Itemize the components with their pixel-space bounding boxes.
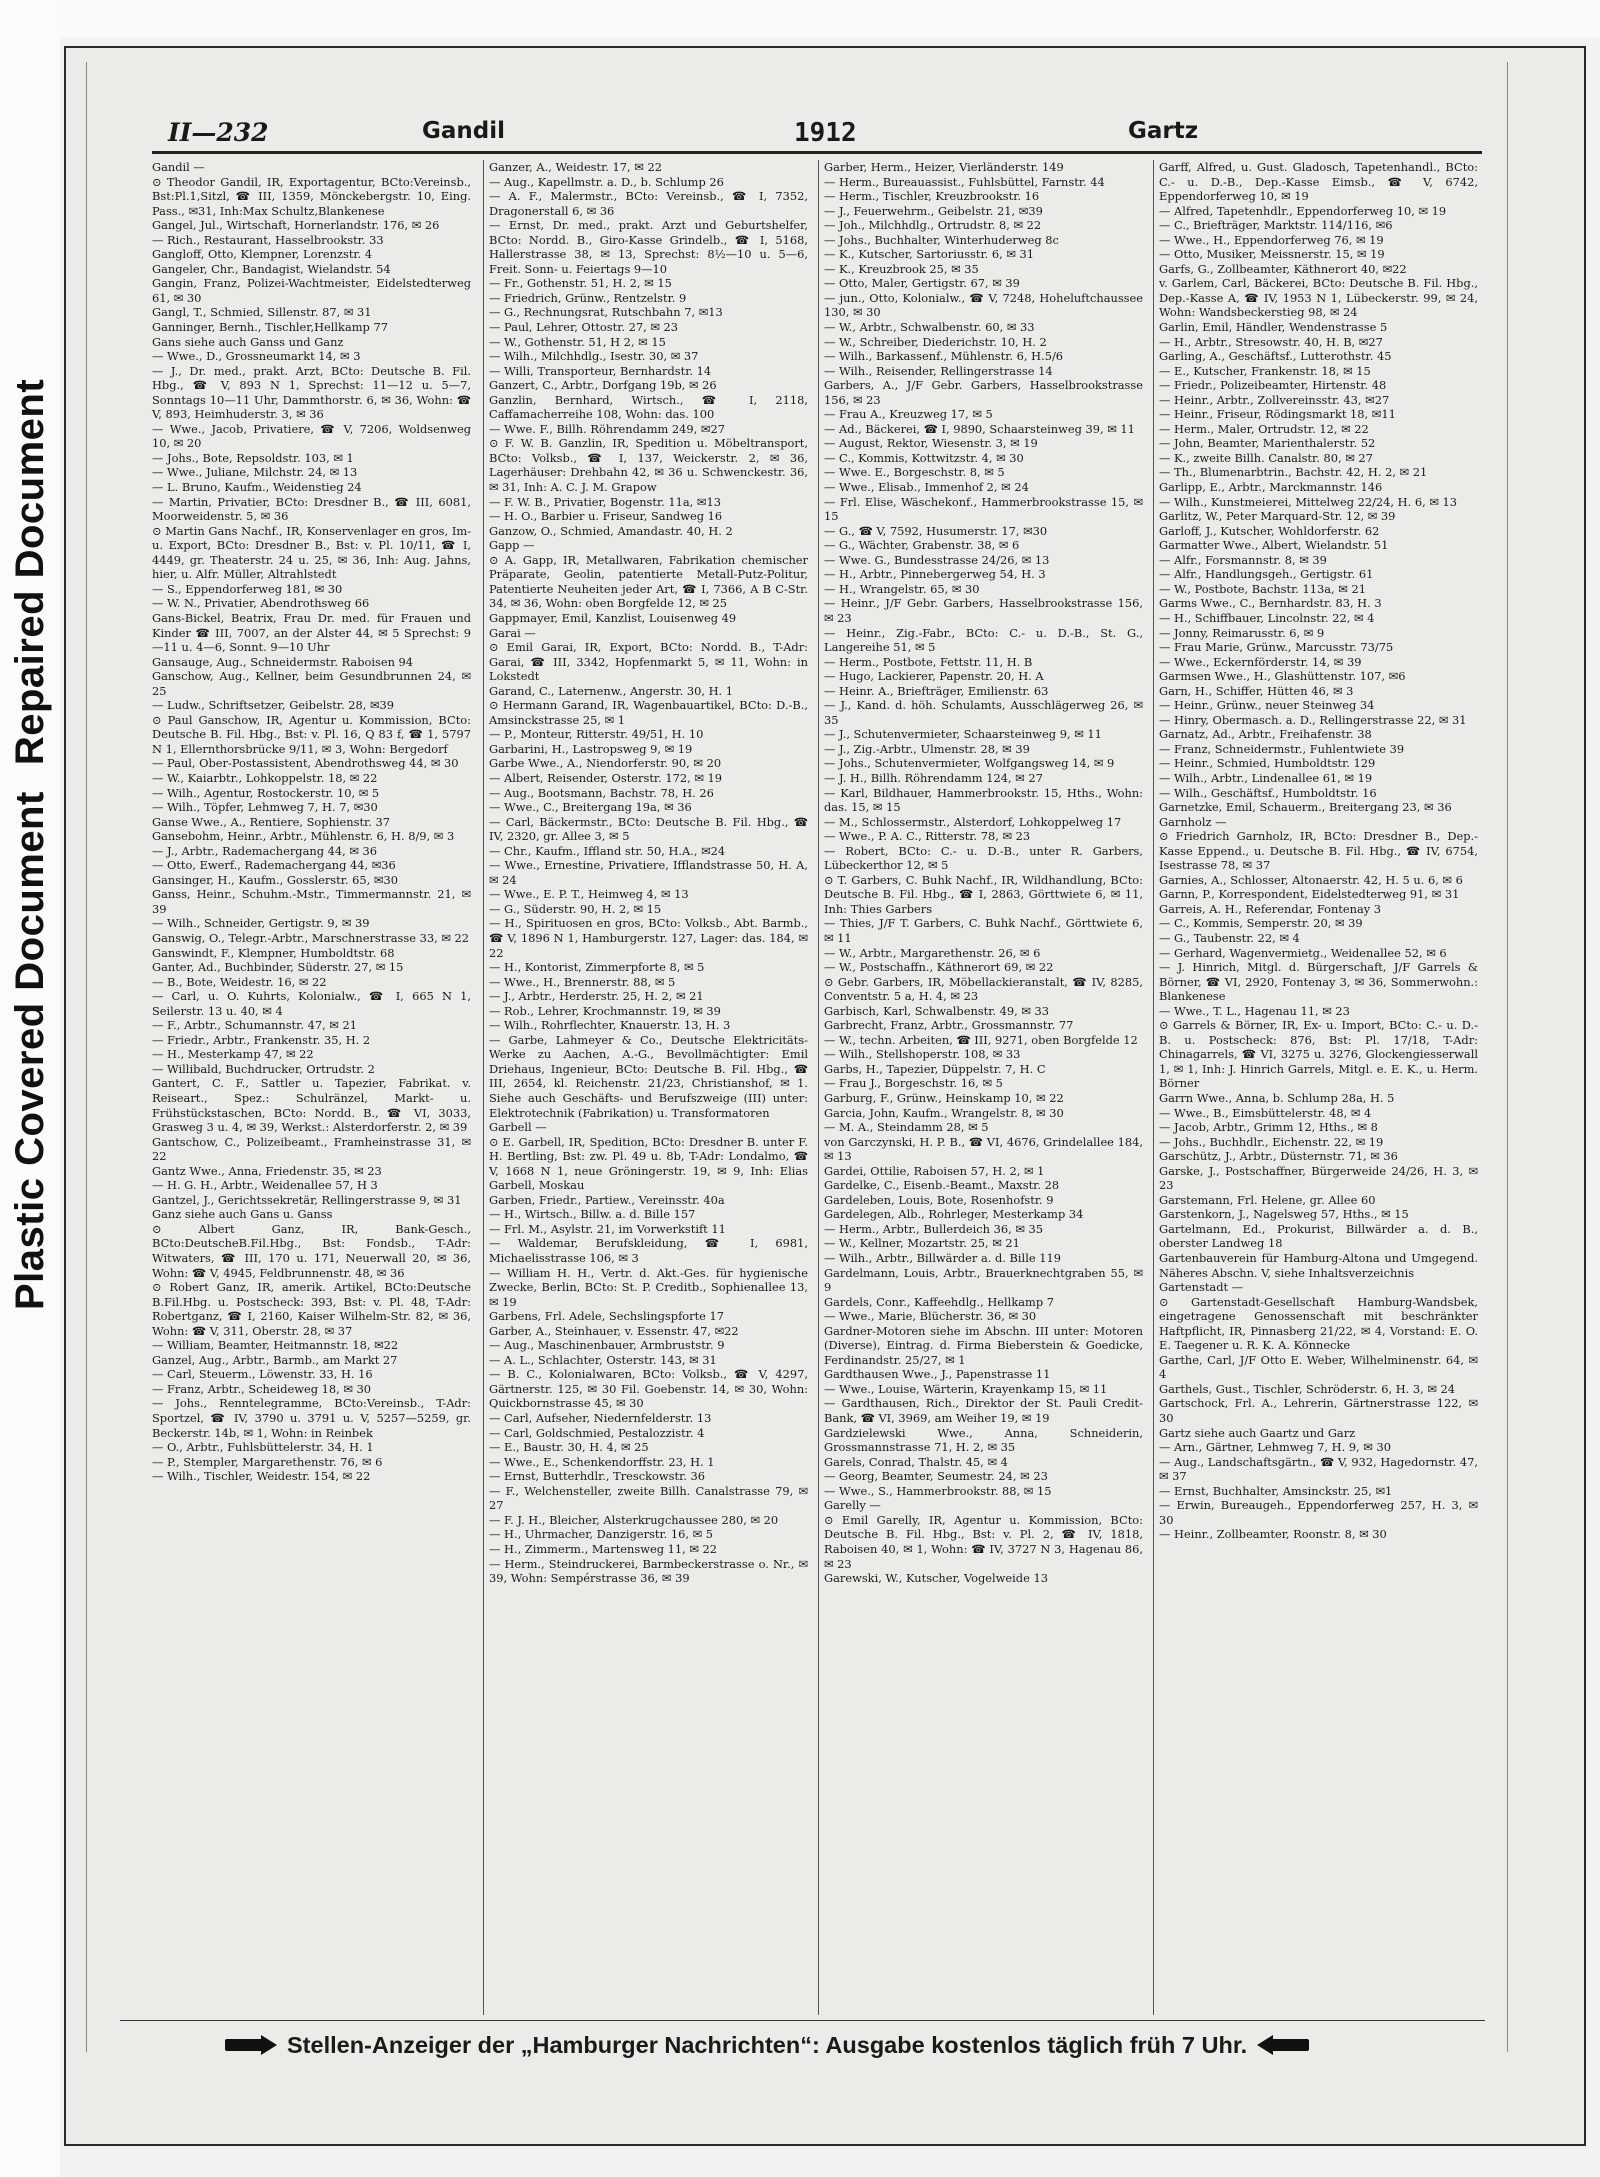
directory-entry: — B. C., Kolonialwaren, BCto: Volksb., ☎ V, 4297, Gärtnerstr. 125, ✉ 30 Fil. Goebenstr. 14, ✉ 30, Wohn: Quickbornstrasse 45, ✉ 30: [489, 1367, 812, 1411]
directory-entry: Garbarini, H., Lastropsweg 9, ✉ 19: [489, 741, 693, 756]
directory-entry: — Wilh., Arbtr., Lindenallee 61, ✉ 19: [1159, 770, 1373, 785]
directory-entry: Ganzel, Aug., Arbtr., Barmb., am Markt 27: [152, 1352, 398, 1367]
directory-entry: — Aug., Landschaftsgärtn., ☎ V, 932, Hagedornstr. 47, ✉ 37: [1159, 1454, 1482, 1484]
column-divider: [483, 160, 484, 2015]
directory-entry: Garand, C., Laternenw., Angerstr. 30, H. 1: [489, 683, 734, 698]
directory-entry: — Carl, u. O. Kuhrts, Kolonialw., ☎ I, 665 N 1, Seilerstr. 13 u. 40, ✉ 4: [152, 989, 475, 1018]
directory-entry: — Otto, Musiker, Meissnerstr. 15, ✉ 19: [1159, 247, 1385, 262]
directory-entry: Gans-Bickel, Beatrix, Frau Dr. med. für Frauen und Kinder ☎ III, 7007, an der Alster 44, ✉ 5 Sprechst: 9—11 u. 4—6, Sonnt. 9—10 Uhr: [152, 610, 475, 655]
directory-entry: ⊙ Theodor Gandil, IR, Exportagentur, BCto:Vereinsb., Bst:Pl.1,Sitzl, ☎ III, 1359, Mönckebergstr. 10, Eing. Pass., ✉31, Inh:Max Schultz,Blankenese: [152, 174, 475, 218]
directory-entry: Ganter, Ad., Buchbinder, Süderstr. 27, ✉ 15: [152, 960, 404, 975]
directory-entry: — H., Uhrmacher, Danzigerstr. 16, ✉ 5: [489, 1527, 714, 1542]
directory-entry: — Wilh., Stellshoperstr. 108, ✉ 33: [824, 1047, 1021, 1062]
directory-entry: — K., Kreuzbrook 25, ✉ 35: [824, 261, 979, 276]
directory-entry: — Willi, Transporteur, Bernhardstr. 14: [489, 363, 712, 378]
directory-entry: Ganswig, O., Telegr.-Arbtr., Marschnerstrasse 33, ✉ 22: [152, 930, 470, 945]
directory-entry: Gansebohm, Heinr., Arbtr., Mühlenstr. 6, H. 8/9, ✉ 3: [152, 829, 455, 844]
directory-entry: Gangel, Jul., Wirtschaft, Hornerlandstr. 176, ✉ 26: [152, 218, 440, 233]
directory-entry: Garber, A., Steinhauer, v. Essenstr. 47, ✉22: [489, 1323, 739, 1338]
directory-entry: — Joh., Milchhdlg., Ortrudstr. 8, ✉ 22: [824, 218, 1042, 233]
directory-entry: Gartschock, Frl. A., Lehrerin, Gärtnerstrasse 122, ✉ 30: [1159, 1396, 1482, 1426]
directory-entry: — Heinr., Friseur, Rödingsmarkt 18, ✉11: [1159, 407, 1396, 422]
directory-entry: Garbrecht, Franz, Arbtr., Grossmannstr. 77: [824, 1018, 1074, 1033]
directory-entry: — William, Beamter, Heitmannstr. 18, ✉22: [152, 1338, 399, 1353]
directory-entry: ⊙ Gebr. Garbers, IR, Möbellackieranstalt, ☎ IV, 8285, Conventstr. 5 a, H. 4, ✉ 23: [824, 974, 1147, 1004]
directory-entry: Garber, Herm., Heizer, Vierländerstr. 149: [824, 160, 1064, 174]
directory-entry: Garbers, A., J/F Gebr. Garbers, Hasselbrookstrasse 156, ✉ 23: [824, 378, 1147, 407]
directory-entry: Garschütz, J., Arbtr., Düsternstr. 71, ✉ 36: [1159, 1149, 1398, 1164]
footer-text: Stellen-Anzeiger der „Hamburger Nachrichten“: Ausgabe kostenlos täglich früh 7 Uhr.: [287, 2031, 1248, 2058]
directory-entry: Gardeleben, Louis, Bote, Rosenhofstr. 9: [824, 1192, 1054, 1207]
directory-entry: — J., Arbtr., Rademachergang 44, ✉ 36: [152, 843, 378, 858]
directory-entry: ⊙ Gartenstadt-Gesellschaft Hamburg-Wandsbek, eingetragene Genossenschaft mit beschränkter Haftpflicht, IR, Pinnasberg 21/22, ✉ 4, Vorstand: E. O. E. Taegener u. R. K. A. Könnecke: [1159, 1294, 1482, 1353]
directory-entry: — Franz, Schneidermstr., Fuhlentwiete 39: [1159, 741, 1405, 756]
directory-entry: — Willibald, Buchdrucker, Ortrudstr. 2: [152, 1061, 375, 1076]
directory-entry: ⊙ Emil Garai, IR, Export, BCto: Nordd. B., T-Adr: Garai, ☎ III, 3342, Hopfenmarkt 5, ✉ 11, Wohn: in Lokstedt: [489, 640, 812, 684]
directory-entry: Gandil —: [152, 160, 205, 174]
directory-entry: — Wwe., C., Breitergang 19a, ✉ 36: [489, 800, 692, 815]
directory-entry: — H. G. H., Arbtr., Weidenallee 57, H 3: [152, 1178, 378, 1193]
directory-entry: — Heinr., Arbtr., Zollvereinsstr. 43, ✉27: [1159, 392, 1390, 407]
directory-entry: Gardels, Conr., Kaffeehdlg., Hellkamp 7: [824, 1294, 1054, 1309]
directory-entry: — J. H., Billh. Röhrendamm 124, ✉ 27: [824, 770, 1043, 785]
directory-entry: — Ad., Bäckerei, ☎ I, 9890, Schaarsteinweg 39, ✉ 11: [824, 421, 1135, 436]
directory-entry: Gartz siehe auch Gaartz und Garz: [1159, 1425, 1356, 1440]
directory-entry: Garms Wwe., C., Bernhardstr. 83, H. 3: [1159, 596, 1382, 611]
directory-entry: Ganzow, O., Schmied, Amandastr. 40, H. 2: [489, 523, 733, 538]
plastic-covered-label: Plastic Covered Document: [8, 791, 52, 1310]
directory-entry: Gardner-Motoren siehe im Abschn. III unter: Motoren (Diverse), Eintrag. d. Firma Bieberstein & Goedicke, Ferdinandstr. 25/27, ✉ 1: [824, 1323, 1147, 1367]
directory-entry: Garnatz, Ad., Arbtr., Freihafenstr. 38: [1159, 727, 1372, 742]
directory-entry: v. Garlem, Carl, Bäckerei, BCto: Deutsche B. Fil. Hbg., Dep.-Kasse A, ☎ IV, 1953 N 1, Lübeckerstr. 99, ✉ 24, Wohn: Wandsbeckerstieg 98, ✉ 24: [1159, 276, 1482, 320]
directory-entry: Gansauge, Aug., Schneidermstr. Raboisen 94: [152, 654, 414, 669]
directory-entry: — Wwe., H., Eppendorferweg 76, ✉ 19: [1159, 232, 1384, 247]
directory-entry: — Heinr., Zig.-Fabr., BCto: C.- u. D.-B., St. G., Langereihe 51, ✉ 5: [824, 625, 1147, 655]
directory-entry: Ganzlin, Bernhard, Wirtsch., ☎ I, 2118, Caffamacherreihe 108, Wohn: das. 100: [489, 392, 812, 422]
directory-entry: Garlipp, E., Arbtr., Marckmannstr. 146: [1159, 480, 1383, 495]
directory-entry: — Alfr., Forsmannstr. 8, ✉ 39: [1159, 552, 1327, 567]
directory-entry: — J., Arbtr., Herderstr. 25, H. 2, ✉ 21: [489, 989, 704, 1004]
directory-entry: — Garbe, Lahmeyer & Co., Deutsche Elektricitäts-Werke zu Aachen, A.-G., Bevollmächtigter: Emil Driehaus, Ingenieur, BCto: Deutsche B. Fil. Hbg., ☎ III, 2654, kl. Reichenstr. 21/23, Christianshof, ✉ 1. Siehe auch Geschäfts- und Berufszweige (III) unter: Elektrotechnik (Fabrikation) u. Transformatoren: [489, 1032, 812, 1120]
directory-entry: Garben, Friedr., Partiew., Vereinsstr. 40a: [489, 1192, 725, 1207]
directory-entry: — P., Stempler, Margarethenstr. 76, ✉ 6: [152, 1454, 383, 1469]
page-number: II—232: [168, 118, 269, 147]
directory-entry: — Wilh., Milchhdlg., Isestr. 30, ✉ 37: [489, 349, 699, 364]
directory-entry: Gans siehe auch Ganss und Ganz: [152, 334, 344, 349]
directory-entry: — Paul, Lehrer, Ottostr. 27, ✉ 23: [489, 320, 679, 335]
directory-entry: Garnn, P., Korrespondent, Eidelstedterweg 91, ✉ 31: [1159, 887, 1460, 902]
directory-entry: — G., Wächter, Grabenstr. 38, ✉ 6: [824, 538, 1020, 553]
directory-entry: ⊙ F. W. B. Ganzlin, IR, Spedition u. Möbeltransport, BCto: Volksb., ☎ I, 137, Weickerstr. 2, ✉ 36, Lagerhäuser: Drehbahn 42, ✉ 36 u. Schwenckestr. 36, ✉ 31, Inh: A. C. J. M. Grapow: [489, 436, 812, 495]
directory-entry: Garnholz —: [1159, 814, 1227, 829]
directory-entry: — Wilh., Rohrflechter, Knauerstr. 13, H. 3: [489, 1018, 731, 1033]
directory-entry: — Waldemar, Berufskleidung, ☎ I, 6981, Michaelisstrasse 106, ✉ 3: [489, 1236, 812, 1266]
directory-entry: Ganz siehe auch Gans u. Ganss: [152, 1207, 333, 1222]
directory-entry: Ganse Wwe., A., Rentiere, Sophienstr. 37: [152, 814, 390, 829]
directory-entry: Gangloff, Otto, Klempner, Lorenzstr. 4: [152, 247, 373, 262]
directory-entry: Garn, H., Schiffer, Hütten 46, ✉ 3: [1159, 683, 1354, 698]
header-rule: [152, 151, 1482, 154]
directory-entry: — Arn., Gärtner, Lehmweg 7, H. 9, ✉ 30: [1159, 1440, 1391, 1455]
directory-entry: — Albert, Reisender, Osterstr. 172, ✉ 19: [489, 770, 722, 785]
directory-entry: — Heinr., Zollbeamter, Roonstr. 8, ✉ 30: [1159, 1527, 1387, 1542]
directory-entry: — W., Postschaffn., Käthnerort 69, ✉ 22: [824, 960, 1054, 975]
directory-entry: Garewski, W., Kutscher, Vogelweide 13: [824, 1571, 1048, 1586]
directory-entry: — Johs., Bote, Repsoldstr. 103, ✉ 1: [152, 450, 354, 465]
directory-entry: Garbe Wwe., A., Niendorferstr. 90, ✉ 20: [489, 756, 722, 771]
directory-entry: — Wwe. E., Borgeschstr. 8, ✉ 5: [824, 465, 1005, 480]
directory-entry: — Wwe., Marie, Blücherstr. 36, ✉ 30: [824, 1309, 1037, 1324]
column-divider: [1153, 160, 1154, 2015]
column-4: [1159, 160, 1482, 2015]
directory-entry: — A. L., Schlachter, Osterstr. 143, ✉ 31: [489, 1352, 717, 1367]
directory-entry: — Paul, Ober-Postassistent, Abendrothsweg 44, ✉ 30: [152, 756, 459, 771]
directory-entry: — M., Schlossermstr., Alsterdorf, Lohkoppelweg 17: [824, 814, 1122, 829]
directory-entry: Ganninger, Bernh., Tischler,Hellkamp 77: [152, 320, 388, 335]
directory-entry: ⊙ Hermann Garand, IR, Wagenbauartikel, BCto: D.-B., Amsinckstrasse 25, ✉ 1: [489, 698, 812, 727]
directory-entry: — Wwe., P. A. C., Ritterstr. 78, ✉ 23: [824, 829, 1031, 844]
directory-entry: — W. N., Privatier, Abendrothsweg 66: [152, 596, 370, 611]
directory-entry: — Hugo, Lackierer, Papenstr. 20, H. A: [824, 669, 1044, 684]
directory-entry: — Frau J., Borgeschstr. 16, ✉ 5: [824, 1076, 1003, 1091]
directory-entry: — Wilh., Schneider, Gertigstr. 9, ✉ 39: [152, 916, 370, 931]
directory-entry: ⊙ Garrels & Börner, IR, Ex- u. Import, BCto: C.- u. D.-B. u. Postscheck: 876, Bst: Pl. 17/18, T-Adr: Chinagarrels, ☎ VI, 3275 u. 3276, Glockengiesserwall 1, ✉ 1, Inh: J. Hinrich Garrels, Mitgl. e. E. K., u. Herm. Börner: [1159, 1018, 1482, 1091]
directory-entry: — August, Rektor, Wiesenstr. 3, ✉ 19: [824, 436, 1038, 451]
directory-entry: Gantert, C. F., Sattler u. Tapezier, Fabrikat. v. Reiseart., Spez.: Schulränzel, Markt- u. Frühstückstaschen, BCto: Nordd. B., ☎ VI, 3033, Grasweg 3 u. 4, ✉ 39, Werkst.: Alsterdorferstr. 2, ✉ 39: [152, 1076, 475, 1135]
directory-entry: — E., Kutscher, Frankenstr. 18, ✉ 15: [1159, 363, 1371, 378]
directory-entry: — Frl. M., Asylstr. 21, im Vorwerkstift 11: [489, 1221, 726, 1236]
column-divider: [818, 160, 819, 2015]
directory-entry: Garthels, Gust., Tischler, Schröderstr. 6, H. 3, ✉ 24: [1159, 1381, 1456, 1396]
directory-entry: — H., Wirtsch., Billw. a. d. Bille 157: [489, 1207, 696, 1222]
directory-entry: — Franz, Arbtr., Scheideweg 18, ✉ 30: [152, 1381, 372, 1396]
directory-entry: Garnetzke, Emil, Schauerm., Breitergang 23, ✉ 36: [1159, 800, 1452, 815]
directory-entry: Gangin, Franz, Polizei-Wachtmeister, Eidelstedterweg 61, ✉ 30: [152, 276, 475, 305]
directory-entry: — Erwin, Bureaugeh., Eppendorferweg 257, H. 3, ✉ 30: [1159, 1498, 1482, 1527]
column-3: [824, 160, 1147, 2015]
directory-entry: — Ernst, Dr. med., prakt. Arzt und Geburtshelfer, BCto: Nordd. B., Giro-Kasse Grindelb., ☎ I, 5168, Hallerstrasse 38, ✉ 13, Sprechst: 8½—10 u. 5—6, Freit. Sonn- u. Feiertags 9—10: [489, 218, 812, 276]
directory-columns: [152, 160, 1482, 2015]
directory-entry: Gartenbauverein für Hamburg-Altona und Umgegend. Näheres Abschn. V, siehe Inhaltsverzeichnis: [1159, 1251, 1482, 1280]
directory-entry: — Thies, J/F T. Garbers, C. Buhk Nachf., Görttwiete 6, ✉ 11: [824, 916, 1147, 945]
directory-entry: — Frau Marie, Grünw., Marcusstr. 73/75: [1159, 640, 1394, 655]
directory-entry: Garstenkorn, J., Nagelsweg 57, Hths., ✉ 15: [1159, 1207, 1409, 1222]
directory-entry: Ganzer, A., Weidestr. 17, ✉ 22: [489, 160, 662, 174]
directory-entry: — Wwe. F., Billh. Röhrendamm 249, ✉27: [489, 421, 725, 436]
directory-entry: — Otto, Maler, Gertigstr. 67, ✉ 39: [824, 276, 1020, 291]
directory-entry: — Johs., Buchhalter, Winterhuderweg 8c: [824, 232, 1059, 247]
directory-entry: — P., Monteur, Ritterstr. 49/51, H. 10: [489, 727, 704, 742]
directory-entry: — Herm., Steindruckerei, Barmbeckerstrasse o. Nr., ✉ 39, Wohn: Sempérstrasse 36, ✉ 39: [489, 1556, 812, 1586]
column-2: [489, 160, 812, 2015]
directory-entry: — F. W. B., Privatier, Bogenstr. 11a, ✉13: [489, 494, 721, 509]
directory-entry: — Chr., Kaufm., Iffland str. 50, H.A., ✉24: [489, 843, 726, 858]
directory-entry: Gapp —: [489, 538, 535, 553]
directory-entry: — Th., Blumenarbtrin., Bachstr. 42, H. 2, ✉ 21: [1159, 465, 1428, 480]
directory-entry: Garbens, Frl. Adele, Sechslingspforte 17: [489, 1309, 725, 1324]
directory-entry: — Wwe., Louise, Wärterin, Krayenkamp 15, ✉ 11: [824, 1381, 1108, 1396]
directory-entry: ⊙ Emil Garelly, IR, Agentur u. Kommission, BCto: Deutsche B. Fil. Hbg., Bst: v. Pl. 2, ☎ IV, 1818, Raboisen 40, ✉ 1, Wohn: ☎ IV, 3727 N 3, Hagenau 86, ✉ 23: [824, 1512, 1147, 1571]
first-name-headword: Gandil: [422, 118, 506, 144]
directory-entry: Garburg, F., Grünw., Heinskamp 10, ✉ 22: [824, 1091, 1064, 1105]
directory-entry: — Herm., Arbtr., Bullerdeich 36, ✉ 35: [824, 1221, 1043, 1236]
directory-entry: — Johs., Schutenvermieter, Wolfgangsweg 14, ✉ 9: [824, 756, 1115, 771]
directory-entry: Gangeler, Chr., Bandagist, Wielandstr. 54: [152, 261, 391, 276]
directory-entry: — Fr., Gothenstr. 51, H. 2, ✉ 15: [489, 276, 672, 291]
directory-entry: — H., Kontorist, Zimmerpforte 8, ✉ 5: [489, 960, 705, 975]
directory-entry: — H., Wrangelstr. 65, ✉ 30: [824, 581, 980, 596]
directory-entry: ⊙ E. Garbell, IR, Spedition, BCto: Dresdner B. unter F. H. Bertling, Bst: zw. Pl. 49 u. 8b, T-Adr: Londalmo, ☎ V, 1668 N 1, neue Gröningerstr. 19, ✉ 9, Inh: Elias Garbell, Moskau: [489, 1134, 812, 1193]
directory-entry: Garloff, J., Kutscher, Wohldorferstr. 62: [1159, 523, 1380, 538]
directory-entry: — Wilh., Geschäftsf., Humboldtstr. 16: [1159, 785, 1377, 800]
directory-entry: ⊙ Paul Ganschow, IR, Agentur u. Kommission, BCto: Deutsche B. Fil. Hbg., Bst: v. Pl. 16, Q 83 f, ☎ 1, 5797 N 1, Ellernthorsbrücke 9/11, ✉ 3, Wohn: Bergedorf: [152, 712, 475, 756]
directory-entry: — Gardthausen, Rich., Direktor der St. Pauli Credit-Bank, ☎ VI, 3969, am Weiher 19, ✉ 19: [824, 1396, 1143, 1426]
directory-entry: von Garczynski, H. P. B., ☎ VI, 4676, Grindelallee 184, ✉ 13: [824, 1134, 1147, 1164]
directory-entry: — W., Arbtr., Margarethenstr. 26, ✉ 6: [824, 945, 1041, 960]
pointing-hand-icon: [1255, 2035, 1309, 2055]
directory-entry: — Wwe., Ernestine, Privatiere, Ifflandstrasse 50, H. A, ✉ 24: [489, 858, 812, 887]
directory-entry: — A. F., Malermstr., BCto: Vereinsb., ☎ I, 7352, Dragonerstall 6, ✉ 36: [489, 189, 812, 218]
directory-entry: Ganzert, C., Arbtr., Dorfgang 19b, ✉ 26: [489, 378, 717, 393]
directory-entry: — jun., Otto, Kolonialw., ☎ V, 7248, Hoheluftchaussee 130, ✉ 30: [824, 290, 1147, 320]
directory-entry: — H., Zimmerm., Martensweg 11, ✉ 22: [489, 1541, 718, 1556]
directory-entry: — Wwe., S., Hammerbrookstr. 88, ✉ 15: [824, 1483, 1052, 1498]
directory-entry: Garmatter Wwe., Albert, Wielandstr. 51: [1159, 538, 1389, 553]
directory-entry: — Herm., Tischler, Kreuzbrookstr. 16: [824, 189, 1040, 204]
directory-entry: — W., techn. Arbeiten, ☎ III, 9271, oben Borgfelde 12: [824, 1032, 1138, 1047]
directory-entry: — Aug., Maschinenbauer, Armbruststr. 9: [489, 1338, 725, 1353]
directory-entry: Garthe, Carl, J/F Otto E. Weber, Wilhelminenstr. 64, ✉ 4: [1159, 1352, 1482, 1382]
directory-entry: — Karl, Bildhauer, Hammerbrookstr. 15, Hths., Wohn: das. 15, ✉ 15: [824, 785, 1147, 815]
directory-entry: — Wwe., B., Eimsbüttelerstr. 48, ✉ 4: [1159, 1105, 1372, 1120]
footer-rule: [120, 2020, 1485, 2021]
repaired-label: Repaired Document: [8, 378, 52, 766]
directory-entry: — Wilh., Barkassenf., Mühlenstr. 6, H.5/6: [824, 349, 1064, 364]
directory-entry: ⊙ T. Garbers, C. Buhk Nachf., IR, Wildhandlung, BCto: Deutsche B. Fil. Hbg., ☎ I, 2863, Görttwiete 6, ✉ 11, Inh: Thies Garbers: [824, 872, 1147, 916]
directory-entry: — Georg, Beamter, Seumestr. 24, ✉ 23: [824, 1469, 1048, 1484]
directory-entry: — Gerhard, Wagenvermietg., Weidenallee 52, ✉ 6: [1159, 945, 1447, 960]
directory-entry: — Wwe. G., Bundesstrasse 24/26, ✉ 13: [824, 552, 1050, 567]
directory-entry: — Otto, Ewerf., Rademachergang 44, ✉36: [152, 858, 396, 873]
directory-entry: Gardelmann, Louis, Arbtr., Brauerknechtgraben 55, ✉ 9: [824, 1265, 1147, 1295]
directory-entry: — Johs., Buchhdlr., Eichenstr. 22, ✉ 19: [1159, 1134, 1384, 1149]
directory-entry: — F., Arbtr., Schumannstr. 47, ✉ 21: [152, 1018, 357, 1033]
directory-entry: — B., Bote, Weidestr. 16, ✉ 22: [152, 974, 327, 989]
directory-entry: Gartenstadt —: [1159, 1280, 1244, 1295]
directory-entry: — Heinr., Schmied, Humboldtstr. 129: [1159, 756, 1376, 771]
directory-entry: Garfs, G., Zollbeamter, Käthnerort 40, ✉22: [1159, 261, 1407, 276]
directory-entry: — Wilh., Tischler, Weidestr. 154, ✉ 22: [152, 1469, 371, 1484]
directory-entry: Gardelegen, Alb., Rohrleger, Mesterkamp 34: [824, 1207, 1084, 1222]
directory-entry: — G., Süderstr. 90, H. 2, ✉ 15: [489, 901, 662, 916]
footer-advert: [225, 2023, 1405, 2067]
directory-entry: — S., Eppendorferweg 181, ✉ 30: [152, 581, 343, 596]
directory-entry: — Friedr., Arbtr., Frankenstr. 35, H. 2: [152, 1032, 371, 1047]
directory-entry: — F., Welchensteller, zweite Billh. Canalstrasse 79, ✉ 27: [489, 1483, 812, 1513]
directory-entry: — H., Spirituosen en gros, BCto: Volksb., Abt. Barmb., ☎ V, 1896 N 1, Hamburgerstr. 127, Lager: das. 184, ✉22: [489, 916, 812, 960]
directory-entry: Gappmayer, Emil, Kanzlist, Louisenweg 49: [489, 610, 737, 625]
directory-entry: — Aug., Bootsmann, Bachstr. 78, H. 26: [489, 785, 714, 800]
directory-entry: Garreis, A. H., Referendar, Fontenay 3: [1159, 901, 1382, 916]
directory-entry: — K., Kutscher, Sartoriusstr. 6, ✉ 31: [824, 247, 1035, 262]
directory-entry: — Heinr. A., Briefträger, Emilienstr. 63: [824, 683, 1049, 698]
directory-entry: — Rob., Lehrer, Krochmannstr. 19, ✉ 39: [489, 1003, 721, 1018]
directory-entry: Ganswindt, F., Klempner, Humboldtstr. 68: [152, 945, 395, 960]
directory-entry: — K., zweite Billh. Canalstr. 80, ✉ 27: [1159, 450, 1373, 465]
directory-entry: — H., Arbtr., Pinnebergerweg 54, H. 3: [824, 567, 1046, 582]
directory-entry: Gantschow, C., Polizeibeamt., Framheinstrasse 31, ✉ 22: [152, 1134, 475, 1164]
directory-entry: — Martin, Privatier, BCto: Dresdner B., ☎ III, 6081, Moorweidenstr. 5, ✉ 36: [152, 494, 475, 524]
directory-entry: Garling, A., Geschäftsf., Lutterothstr. 45: [1159, 349, 1392, 364]
directory-entry: — Herm., Bureauassist., Fuhlsbüttel, Farnstr. 44: [824, 174, 1105, 189]
directory-entry: Garbs, H., Tapezier, Düppelstr. 7, H. C: [824, 1061, 1046, 1076]
directory-entry: — Aug., Kapellmstr. a. D., b. Schlump 26: [489, 174, 724, 189]
directory-entry: — Herm., Postbote, Fettstr. 11, H. B: [824, 654, 1033, 669]
directory-entry: Garnies, A., Schlosser, Altonaerstr. 42, H. 5 u. 6, ✉ 6: [1159, 872, 1463, 887]
directory-entry: — C., Kommis, Kottwitzstr. 4, ✉ 30: [824, 450, 1024, 465]
directory-entry: — Frau A., Kreuzweg 17, ✉ 5: [824, 407, 993, 422]
directory-entry: — Heinr., J/F Gebr. Garbers, Hasselbrookstrasse 156, ✉ 23: [824, 596, 1147, 625]
directory-entry: Garlin, Emil, Händler, Wendenstrasse 5: [1159, 320, 1388, 335]
directory-entry: — Jacob, Arbtr., Grimm 12, Hths., ✉ 8: [1159, 1120, 1378, 1135]
directory-entry: — Ludw., Schriftsetzer, Geibelstr. 28, ✉39: [152, 698, 394, 713]
directory-entry: Garels, Conrad, Thalstr. 45, ✉ 4: [824, 1454, 1008, 1469]
directory-entry: — W., Gothenstr. 51, H 2, ✉ 15: [489, 334, 666, 349]
directory-entry: Garelly —: [824, 1498, 881, 1513]
directory-entry: — Friedr., Polizeibeamter, Hirtenstr. 48: [1159, 378, 1387, 393]
directory-entry: — H., Mesterkamp 47, ✉ 22: [152, 1047, 314, 1062]
directory-entry: Ganschow, Aug., Kellner, beim Gesundbrunnen 24, ✉ 25: [152, 669, 475, 698]
directory-entry: — Wwe., D., Grossneumarkt 14, ✉ 3: [152, 349, 361, 364]
directory-entry: — Carl, Bäckermstr., BCto: Deutsche B. Fil. Hbg., ☎ IV, 2320, gr. Allee 3, ✉ 5: [489, 814, 812, 844]
directory-entry: Gantzel, J., Gerichtssekretär, Rellingerstrasse 9, ✉ 31: [152, 1192, 462, 1207]
directory-entry: — L. Bruno, Kaufm., Weidenstieg 24: [152, 480, 362, 495]
directory-entry: — Wwe., Eckernförderstr. 14, ✉ 39: [1159, 654, 1362, 669]
directory-entry: — G., Rechnungsrat, Rutschbahn 7, ✉13: [489, 305, 723, 320]
column-1: [152, 160, 475, 2015]
directory-entry: Garrn Wwe., Anna, b. Schlump 28a, H. 5: [1159, 1091, 1395, 1105]
directory-entry: — Carl, Goldschmied, Pestalozzistr. 4: [489, 1425, 705, 1440]
directory-entry: Gartelmann, Ed., Prokurist, Billwärder a. d. B., oberster Landweg 18: [1159, 1221, 1482, 1251]
directory-entry: — Rich., Restaurant, Hasselbrookstr. 33: [152, 232, 384, 247]
directory-entry: Garbisch, Karl, Schwalbenstr. 49, ✉ 33: [824, 1003, 1050, 1018]
directory-entry: Gantz Wwe., Anna, Friedenstr. 35, ✉ 23: [152, 1163, 382, 1178]
directory-entry: Garai —: [489, 625, 536, 640]
directory-entry: Gansinger, H., Kaufm., Gosslerstr. 65, ✉30: [152, 872, 398, 887]
directory-entry: — W., Postbote, Bachstr. 113a, ✉ 21: [1159, 581, 1366, 596]
directory-entry: Gardelke, C., Eisenb.-Beamt., Maxstr. 28: [824, 1178, 1060, 1193]
directory-entry: — O., Arbtr., Fuhlsbüttelerstr. 34, H. 1: [152, 1440, 374, 1455]
directory-entry: — Ernst, Buchhalter, Amsinckstr. 25, ✉1: [1159, 1483, 1393, 1498]
directory-entry: ⊙ A. Gapp, IR, Metallwaren, Fabrikation chemischer Präparate, Geolin, patentierte Metall-Putz-Politur, Patentierte Neuheiten jeder Art, ☎ I, 7366, A B C-Str. 34, ✉ 36, Wohn: oben Borgfelde 12, ✉ 25: [489, 552, 812, 611]
directory-entry: — H. O., Barbier u. Friseur, Sandweg 16: [489, 509, 723, 524]
directory-entry: — G., Taubenstr. 22, ✉ 4: [1159, 930, 1300, 945]
directory-entry: — Johs., Renntelegramme, BCto:Vereinsb., T-Adr: Sportzel, ☎ IV, 3790 u. 3791 u. V, 5257—5259, gr. Beckerstr. 14b, ✉ 1, Wohn: in Reinbek: [152, 1396, 475, 1440]
directory-entry: — Wilh., Kunstmeierei, Mittelweg 22/24, H. 6, ✉ 13: [1159, 494, 1457, 509]
directory-entry: — Ernst, Butterhdlr., Tresckowstr. 36: [489, 1469, 706, 1484]
directory-entry: — F. J. H., Bleicher, Alsterkrugchaussee 280, ✉ 20: [489, 1512, 779, 1527]
directory-entry: Gardei, Ottilie, Raboisen 57, H. 2, ✉ 1: [824, 1163, 1045, 1178]
directory-entry: Gangl, T., Schmied, Sillenstr. 87, ✉ 31: [152, 305, 372, 320]
directory-entry: — G., ☎ V, 7592, Husumerstr. 17, ✉30: [824, 523, 1048, 538]
directory-entry: — William H. H., Vertr. d. Akt.-Ges. für hygienische Zwecke, Berlin, BCto: St. P. Creditb., Sophienallee 13, ✉ 19: [489, 1265, 812, 1309]
directory-entry: — H., Arbtr., Stresowstr. 40, H. B, ✉27: [1159, 334, 1383, 349]
directory-entry: — M. A., Steindamm 28, ✉ 5: [824, 1120, 989, 1135]
directory-entry: — J., Feuerwehrm., Geibelstr. 21, ✉39: [824, 203, 1043, 218]
directory-entry: — Wilh., Reisender, Rellingerstrasse 14: [824, 363, 1053, 378]
directory-entry: — W., Kaiarbtr., Lohkoppelstr. 18, ✉ 22: [152, 770, 378, 785]
directory-entry: — Wilh., Töpfer, Lehmweg 7, H. 7, ✉30: [152, 800, 378, 815]
directory-entry: — Herm., Maler, Ortrudstr. 12, ✉ 22: [1159, 421, 1369, 436]
directory-entry: — Wwe., Elisab., Immenhof 2, ✉ 24: [824, 480, 1029, 495]
directory-entry: ⊙ Martin Gans Nachf., IR, Konservenlager en gros, Im- u. Export, BCto: Dresdner B., Bst: v. Pl. 10/11, ☎ I, 4449, gr. Theaterstr. 24 u. 25, ✉ 36, Inh: Aug. Jahns, hier, u. Alfr. Müller, Altrahlstedt: [152, 523, 475, 582]
directory-entry: Garmsen Wwe., H., Glashüttenstr. 107, ✉6: [1159, 669, 1406, 684]
directory-entry: Ganss, Heinr., Schuhm.-Mstr., Timmermannstr. 21, ✉ 39: [152, 887, 475, 916]
directory-entry: — W., Arbtr., Schwalbenstr. 60, ✉ 33: [824, 320, 1035, 335]
directory-entry: ⊙ Robert Ganz, IR, amerik. Artikel, BCto:Deutsche B.Fil.Hbg. u. Postscheck: 393, Bst: v. Pl. 48, T-Adr: Robertganz, ☎ I, 2160, Kaiser Wilhelm-Str. 82, ✉ 36, Wohn: ☎ V, 311, Oberstr. 28, ✉ 37: [152, 1280, 475, 1338]
directory-entry: — Wwe., E., Schenkendorffstr. 23, H. 1: [489, 1454, 715, 1469]
directory-entry: Garstemann, Frl. Helene, gr. Allee 60: [1159, 1192, 1376, 1207]
directory-entry: — Wilh., Arbtr., Billwärder a. d. Bille 119: [824, 1251, 1061, 1266]
directory-entry: Garbell —: [489, 1120, 547, 1135]
year-heading: 1912: [794, 118, 857, 148]
directory-entry: — Carl, Aufseher, Niedernfelderstr. 13: [489, 1411, 712, 1426]
directory-entry: — Wwe., Juliane, Milchstr. 24, ✉ 13: [152, 465, 358, 480]
directory-entry: — Alfred, Tapetenhdlr., Eppendorferweg 10, ✉ 19: [1159, 203, 1447, 218]
directory-entry: — Wwe., Jacob, Privatiere, ☎ V, 7206, Woldsenweg 10, ✉ 20: [152, 421, 475, 451]
directory-entry: — J., Schutenvermieter, Schaarsteinweg 9, ✉ 11: [824, 727, 1102, 742]
document-status-label: [8, 379, 53, 1310]
directory-entry: ⊙ Albert Ganz, IR, Bank-Gesch., BCto:DeutscheB.Fil.Hbg., Bst: Fondsb., T-Adr: Witwaters, ☎ III, 170 u. 171, Neuerwall 20, ✉ 36, Wohn: ☎ V, 4945, Feldbrunnenstr. 48, ✉ 36: [152, 1221, 475, 1280]
directory-entry: Garske, J., Postschaffner, Bürgerweide 24/26, H. 3, ✉ 23: [1159, 1163, 1482, 1193]
directory-entry: — Frl. Elise, Wäschekonf., Hammerbrookstrasse 15, ✉ 15: [824, 494, 1147, 524]
directory-entry: — Jonny, Reimarusstr. 6, ✉ 9: [1159, 625, 1325, 640]
directory-entry: — W., Schreiber, Diederichstr. 10, H. 2: [824, 334, 1047, 349]
directory-entry: Garlitz, W., Peter Marquard-Str. 12, ✉ 39: [1159, 509, 1396, 524]
directory-entry: — Friedrich, Grünw., Rentzelstr. 9: [489, 290, 687, 305]
directory-entry: Garff, Alfred, u. Gust. Gladosch, Tapetenhandl., BCto: C.- u. D.-B., Dep.-Kasse Eimsb., ☎ V, 6742, Eppendorferweg 10, ✉ 19: [1159, 160, 1482, 204]
directory-entry: — John, Beamter, Marienthalerstr. 52: [1159, 436, 1376, 451]
directory-entry: — Wwe., T. L., Hagenau 11, ✉ 23: [1159, 1003, 1350, 1018]
directory-entry: Gardzielewski Wwe., Anna, Schneiderin, Grossmannstrasse 71, H. 2, ✉ 35: [824, 1425, 1147, 1455]
directory-entry: — E., Baustr. 30, H. 4, ✉ 25: [489, 1440, 649, 1455]
pointing-hand-icon: [225, 2035, 279, 2055]
directory-entry: — Wwe., H., Brennerstr. 88, ✉ 5: [489, 974, 676, 989]
directory-entry: — J. Hinrich, Mitgl. d. Bürgerschaft, J/F Garrels & Börner, ☎ VI, 2920, Fontenay 3, ✉ 36, Sommerwohn.: Blankenese: [1159, 960, 1482, 1004]
directory-entry: — J., Zig.-Arbtr., Ulmenstr. 28, ✉ 39: [824, 741, 1030, 756]
document-status-sidebar: [0, 0, 66, 1320]
directory-entry: — Wilh., Agentur, Rostockerstr. 10, ✉ 5: [152, 785, 380, 800]
directory-entry: — W., Kellner, Mozartstr. 25, ✉ 21: [824, 1236, 1020, 1251]
directory-entry: ⊙ Friedrich Garnholz, IR, BCto: Dresdner B., Dep.-Kasse Eppend., u. Deutsche B. Fil. Hbg., ☎ IV, 6754, Isestrasse 78, ✉ 37: [1159, 829, 1482, 873]
last-name-headword: Gartz: [1128, 118, 1199, 144]
directory-entry: — H., Schiffbauer, Lincolnstr. 22, ✉ 4: [1159, 610, 1375, 625]
directory-entry: Garcia, John, Kaufm., Wrangelstr. 8, ✉ 30: [824, 1105, 1064, 1120]
directory-entry: — J., Dr. med., prakt. Arzt, BCto: Deutsche B. Fil. Hbg., ☎ V, 893 N 1, Sprechst: 11—12 u. 5—7, Sonntags 10—11 Uhr, Dammthorstr. 6, ✉ 36, Wohn: ☎ V, 893, Heimhuderstr. 3, ✉ 36: [152, 363, 475, 422]
directory-entry: Gardthausen Wwe., J., Papenstrasse 11: [824, 1367, 1051, 1382]
directory-entry: — Alfr., Handlungsgeh., Gertigstr. 61: [1159, 567, 1374, 582]
directory-entry: — Wwe., E. P. T., Heimweg 4, ✉ 13: [489, 887, 689, 902]
directory-entry: — J., Kand. d. höh. Schulamts, Ausschlägerweg 26, ✉ 35: [824, 698, 1147, 727]
directory-entry: — C., Briefträger, Marktstr. 114/116, ✉6: [1159, 218, 1393, 233]
directory-entry: — Hinry, Obermasch. a. D., Rellingerstrasse 22, ✉ 31: [1159, 712, 1467, 727]
directory-entry: — Carl, Steuerm., Löwenstr. 33, H. 16: [152, 1367, 373, 1382]
directory-entry: — Robert, BCto: C.- u. D.-B., unter R. Garbers, Lübeckerthor 12, ✉ 5: [824, 843, 1147, 873]
directory-entry: — C., Kommis, Semperstr. 20, ✉ 39: [1159, 916, 1363, 931]
scan-top-margin: [0, 0, 1600, 38]
directory-entry: — Heinr., Grünw., neuer Steinweg 34: [1159, 698, 1375, 713]
